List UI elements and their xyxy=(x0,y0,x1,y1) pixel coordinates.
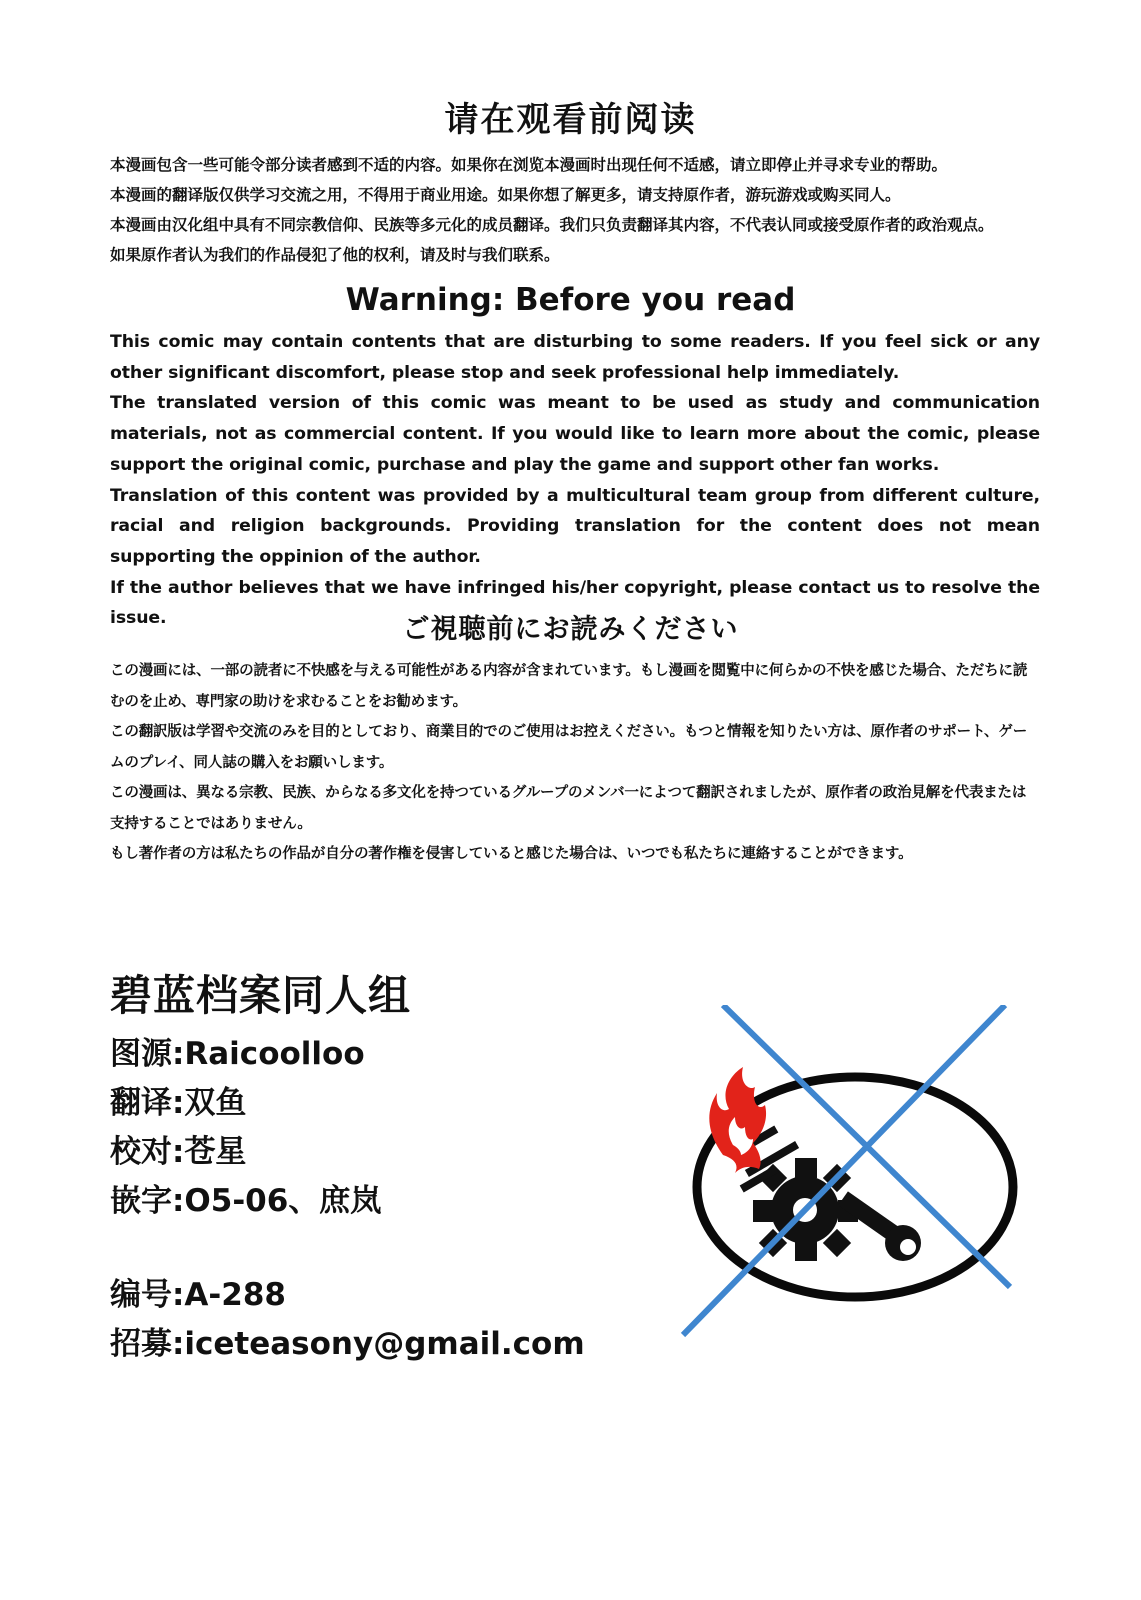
english-warning-title: Warning: Before you read xyxy=(345,282,796,318)
credit-recruit-email: 招募:iceteasony@gmail.com xyxy=(110,1326,585,1362)
credit-source: 图源:Raicoolloo xyxy=(110,1036,365,1072)
japanese-warning-paragraph: もし著作者の方は私たちの作品が自分の著作権を侵害していると感じた場合は、いつでも私たちに連絡することができます。 xyxy=(110,846,913,862)
chinese-warning-text xyxy=(110,150,1040,270)
chinese-warning-line: 本漫画包含一些可能令部分读者感到不适的内容。如果你在浏览本漫画时出现任何不适感，请立即停止并寻求专业的帮助。 xyxy=(110,156,948,174)
credit-proofreader: 校对:苍星 xyxy=(110,1134,247,1170)
english-warning-text xyxy=(110,327,1040,634)
logo-x-stroke xyxy=(683,1005,1005,1335)
english-warning-paragraph: Translation of this content was provided by a multicultural team group from different culture, racial and religion backgrounds. Providing translation for the content does not mean supporting the oppinion of the author. xyxy=(110,485,1040,567)
japanese-warning-paragraph: この漫画は、異なる宗教、民族、からなる多文化を持つているグループのメンバ一によつて翻訳されましたが、原作者の政治見解を代表または支持することではありません。 xyxy=(110,785,1027,832)
english-warning-paragraph: If the author believes that we have infringed his/her copyright, please contact us to resolve the issue. xyxy=(110,577,1040,629)
english-warning-paragraph: This comic may contain contents that are disturbing to some readers. If you feel sick or any other significant discomfort, please stop and seek professional help immediately. xyxy=(110,332,1040,383)
credits-block xyxy=(110,968,585,1369)
logo-flame xyxy=(709,1067,766,1173)
english-warning-paragraph: The translated version of this comic was meant to be used as study and communication materials, not as commercial content. If you would like to learn more about the comic, please support the original comic, purchase and play the game and support other fan works. xyxy=(110,393,1040,475)
logo-wrench-jaw xyxy=(900,1239,916,1255)
group-logo-icon xyxy=(655,1005,1065,1365)
group-name: 碧蓝档案同人组 xyxy=(110,971,412,1020)
japanese-warning-title: ご視聴前にお読みください xyxy=(402,614,739,645)
credit-translator: 翻译:双鱼 xyxy=(110,1085,247,1121)
spacer xyxy=(110,1226,585,1271)
japanese-warning-paragraph: この漫画には、一部の読者に不快感を与える可能性がある内容が含まれています。もし漫画を閲覧中に何らかの不快を感じた場合、ただちに読むのを止め、専門家の助けを求むることをお勧めます。 xyxy=(110,663,1028,710)
credit-number: 编号:A-288 xyxy=(110,1277,286,1313)
logo-gear xyxy=(740,1126,858,1261)
chinese-warning-line: 如果原作者认为我们的作品侵犯了他的权利，请及时与我们联系。 xyxy=(110,246,560,264)
japanese-warning-text xyxy=(110,656,1040,870)
credit-typesetter: 嵌字:O5-06、庶岚 xyxy=(110,1183,382,1219)
chinese-warning-title: 请在观看前阅读 xyxy=(444,100,697,140)
chinese-warning-line: 本漫画的翻译版仅供学习交流之用，不得用于商业用途。如果你想了解更多，请支持原作者，游玩游戏或购买同人。 xyxy=(110,186,901,204)
chinese-warning-line: 本漫画由汉化组中具有不同宗教信仰、民族等多元化的成员翻译。我们只负责翻译其内容，不代表认同或接受原作者的政治观点。 xyxy=(110,216,994,234)
japanese-warning-paragraph: この翻訳版は学習や交流のみを目的としており、商業目的でのご使用はお控えください。もつと情報を知りたい方は、原作者のサポート、ゲームのプレイ、同人誌の購入をお願いします。 xyxy=(110,724,1028,771)
